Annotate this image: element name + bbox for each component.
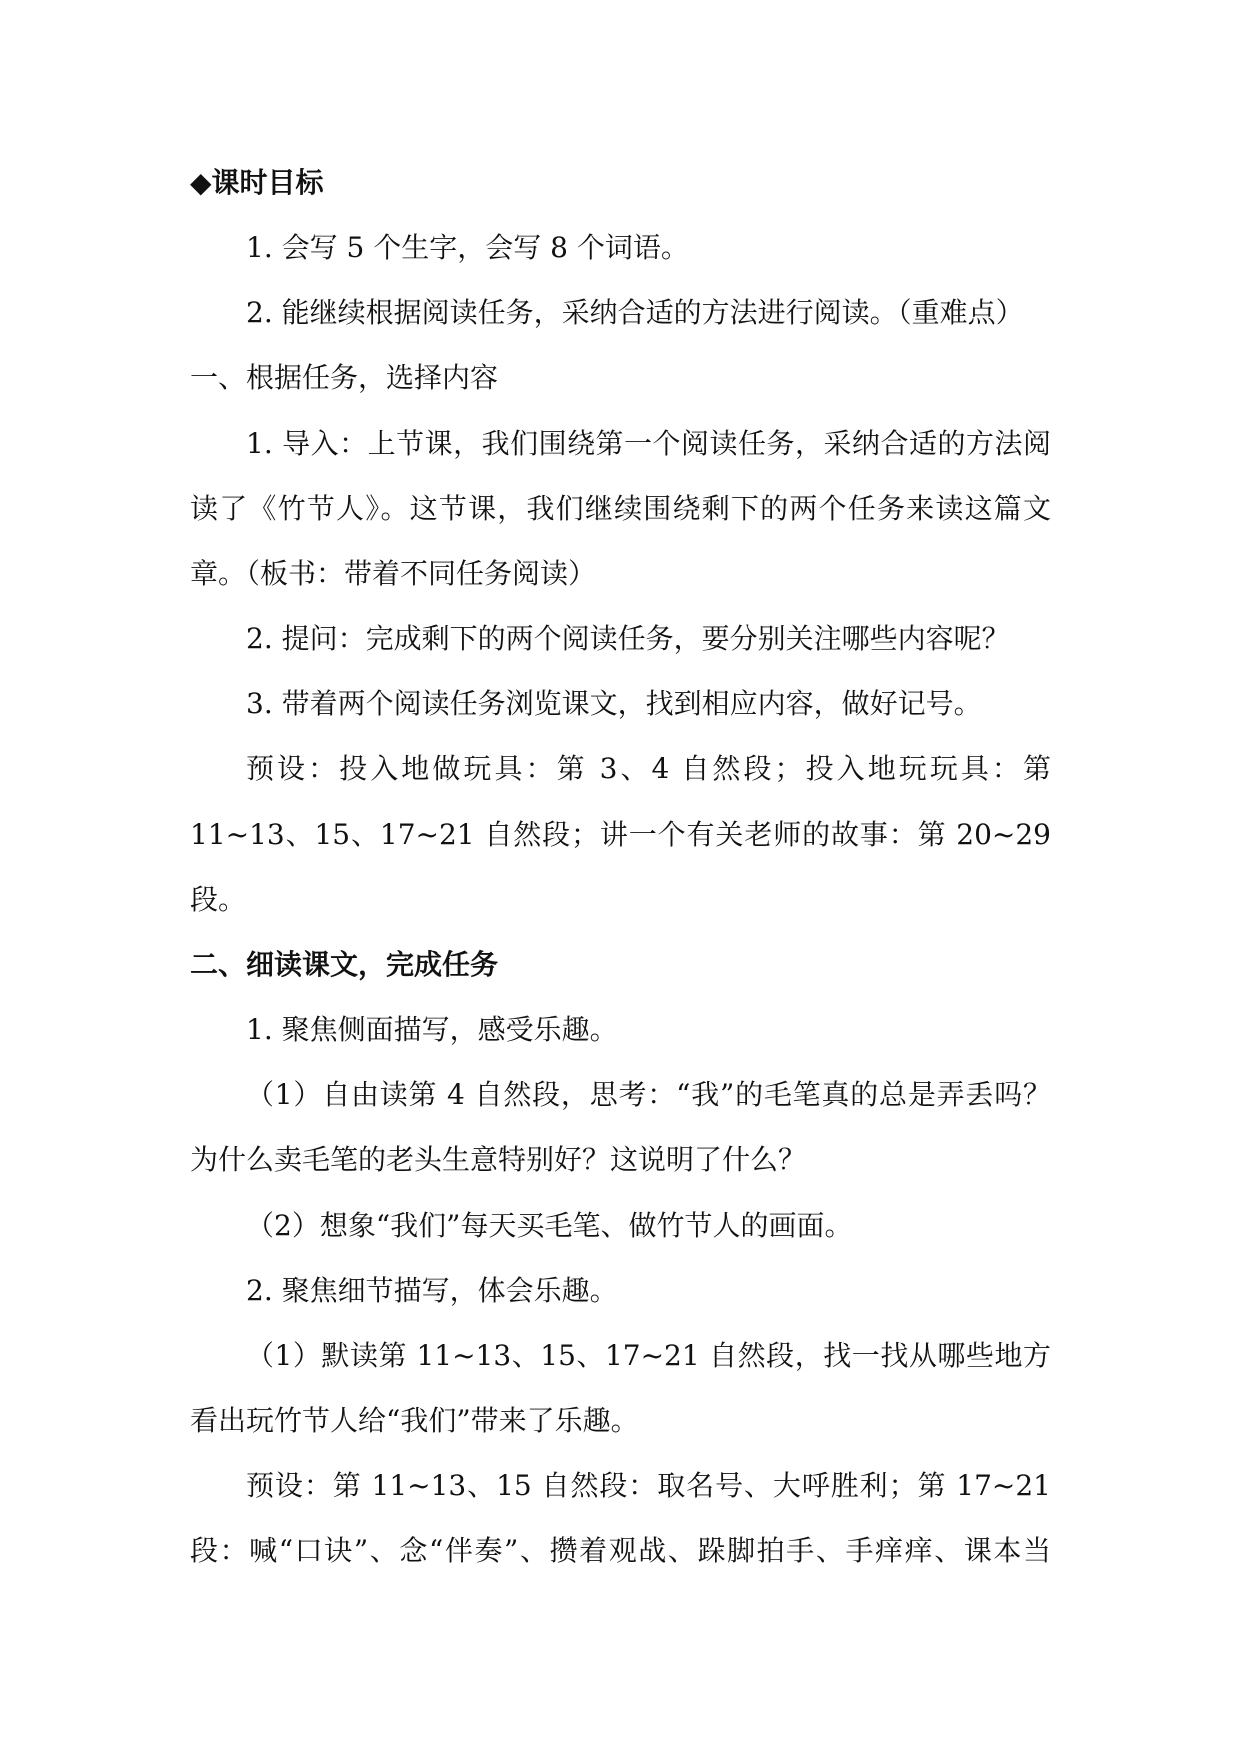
section-heading: 一、根据任务，选择内容 bbox=[190, 361, 499, 395]
paragraph-line: 11~13、15、17~21 自然段；讲一个有关老师的故事：第 20~29 bbox=[190, 817, 1051, 851]
lesson-objectives-title: ◆课时目标 bbox=[190, 166, 324, 199]
paragraph bbox=[190, 997, 1051, 1062]
paragraph-line: 段。 bbox=[190, 882, 247, 916]
paragraph-line: 段：喊“口诀”、念“伴奏”、攒着观战、跺脚拍手、手痒痒、课本当 bbox=[190, 1534, 1051, 1568]
paragraph-line: （1）自由读第 4 自然段，思考：“我”的毛笔真的总是弄丢吗？ bbox=[246, 1078, 1051, 1112]
paragraph bbox=[190, 1323, 1051, 1453]
paragraph bbox=[190, 1453, 1051, 1583]
paragraph bbox=[190, 1258, 1051, 1323]
paragraph-line: 看出玩竹节人给“我们”带来了乐趣。 bbox=[190, 1403, 639, 1437]
objectives-list bbox=[190, 215, 1051, 345]
paragraph bbox=[190, 1062, 1051, 1192]
section-two bbox=[190, 932, 1051, 1584]
paragraph-line: （1）默读第 11~13、15、17~21 自然段，找一找从哪些地方 bbox=[246, 1338, 1051, 1372]
document-body bbox=[190, 150, 1051, 1583]
paragraph bbox=[190, 411, 1051, 606]
section-heading: 二、细读课文，完成任务 bbox=[190, 947, 499, 981]
paragraph-line: 1. 聚焦侧面描写，感受乐趣。 bbox=[246, 1013, 618, 1047]
paragraph-line: 章。（板书：带着不同任务阅读） bbox=[190, 556, 597, 590]
paragraph-line: 1. 导入：上节课，我们围绕第一个阅读任务，采纳合适的方法阅 bbox=[246, 426, 1051, 460]
section-one bbox=[190, 345, 1051, 931]
paragraph bbox=[190, 736, 1051, 931]
paragraph-line: 3. 带着两个阅读任务浏览课文，找到相应内容，做好记号。 bbox=[246, 687, 982, 721]
paragraph-line: 预设：第 11~13、15 自然段：取名号、大呼胜利；第 17~21 bbox=[246, 1469, 1051, 1503]
paragraph-line: 读了《竹节人》。这节课，我们继续围绕剩下的两个任务来读这篇文 bbox=[190, 491, 1051, 525]
paragraph bbox=[190, 671, 1051, 736]
paragraph bbox=[190, 606, 1051, 671]
paragraph-line: （2）想象“我们”每天买毛笔、做竹节人的画面。 bbox=[246, 1208, 853, 1242]
objective-item: 1. 会写 5 个生字，会写 8 个词语。 bbox=[246, 231, 689, 265]
paragraph-line: 为什么卖毛笔的老头生意特别好？这说明了什么？ bbox=[190, 1143, 807, 1177]
paragraph-line: 预设：投入地做玩具：第 3、4 自然段；投入地玩玩具：第 bbox=[246, 752, 1051, 786]
objective-item: 2. 能继续根据阅读任务，采纳合适的方法进行阅读。（重难点） bbox=[246, 296, 1024, 330]
paragraph bbox=[190, 1193, 1051, 1258]
paragraph-line: 2. 提问：完成剩下的两个阅读任务，要分别关注哪些内容呢？ bbox=[246, 622, 1010, 656]
paragraph-line: 2. 聚焦细节描写，体会乐趣。 bbox=[246, 1273, 618, 1307]
